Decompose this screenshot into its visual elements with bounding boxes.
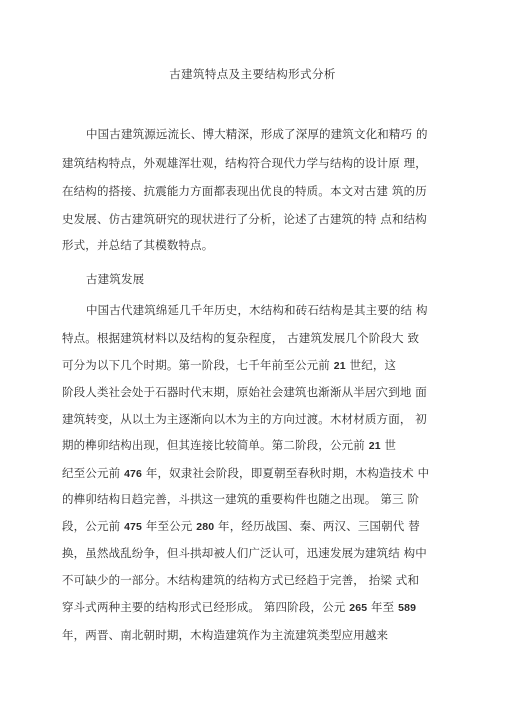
body-text: 建筑转变，从以土为主逐渐向以木为主的方向过渡。木材材质方面， 初 xyxy=(62,412,427,426)
body-line xyxy=(62,466,440,481)
body-line xyxy=(62,412,440,426)
body-line xyxy=(86,303,464,317)
body-text: 年，奴隶社会阶段，即夏朝至春秋时期，木构造技术 中 xyxy=(142,466,430,480)
body-text: 期的榫卯结构出现，但其连接比较简单。第二阶段，公元前 xyxy=(62,438,369,452)
body-line xyxy=(62,600,440,615)
body-line xyxy=(62,358,440,373)
body-line xyxy=(62,573,440,587)
year-number: 280 xyxy=(196,521,215,533)
body-text: 纪至公元前 xyxy=(62,466,125,480)
body-text: 中国古代建筑绵延几千年历史，木结构和砖石结构是其主要的结 构 xyxy=(86,303,428,317)
body-text: 穿斗式两种主要的结构形式已经形成。 第四阶段，公元 xyxy=(62,600,350,614)
body-text: 年，两晋、南北朝时期，木构造建筑作为主流建筑类型应用越来 xyxy=(62,628,389,642)
abstract-line: 中国古建筑源远流长、博大精深，形成了深厚的建筑文化和精巧 的 xyxy=(86,127,428,141)
document-title: 古建筑特点及主要结构形式分析 xyxy=(169,67,336,81)
body-text: 年，经历战国、秦、两汉、三国朝代 替 xyxy=(214,519,420,533)
body-line xyxy=(62,385,440,399)
body-line xyxy=(62,438,440,453)
abstract-line: 形式，并总结了其模数特点。 xyxy=(62,238,214,252)
body-text: 不可缺少的一部分。木结构建筑的结构方式已经趋于完善， 抬梁 式和 xyxy=(62,573,420,587)
year-number: 475 xyxy=(124,521,143,533)
body-text: 可分为以下几个时期。第一阶段，七千年前至公元前 xyxy=(62,358,334,372)
abstract-line: 建筑结构特点，外观雄浑壮观，结构符合现代力学与结构的设计原 理， xyxy=(62,156,427,170)
body-line xyxy=(62,519,440,534)
year-number: 21 xyxy=(333,360,346,372)
section-heading: 古建筑发展 xyxy=(86,272,145,286)
body-line xyxy=(62,331,440,345)
year-number: 476 xyxy=(124,468,143,480)
body-text: 世 xyxy=(380,438,397,452)
abstract-line: 史发展、仿古建筑研究的现状进行了分析，论述了古建筑的特 点和结构 xyxy=(62,212,427,226)
body-line xyxy=(62,492,440,506)
body-text: 的榫卯结构日趋完善，斗拱这一建筑的重要构件也随之出现。 第三 阶 xyxy=(62,492,420,506)
abstract-line: 在结构的搭接、抗震能力方面都表现出优良的特质。本文对古建 筑的历 xyxy=(62,184,427,198)
body-text: 阶段人类社会处于石器时代末期，原始社会建筑也渐渐从半居穴到地 面 xyxy=(62,385,427,399)
body-line xyxy=(62,628,440,642)
body-text: 年至公元 xyxy=(142,519,197,533)
body-text: 特点。根据建筑材料以及结构的复杂程度， 古建筑发展几个阶段大 致 xyxy=(62,331,420,345)
body-line xyxy=(62,546,440,560)
year-number: 265 xyxy=(349,602,368,614)
body-text: 段，公元前 xyxy=(62,519,125,533)
year-number: 589 xyxy=(398,602,417,614)
year-number: 21 xyxy=(368,440,381,452)
body-text: 换，虽然战乱纷争，但斗拱却被人们广泛认可，迅速发展为建筑结 构中 xyxy=(62,546,427,560)
body-text: 世纪，这 xyxy=(345,358,397,372)
body-text: 年至 xyxy=(367,600,399,614)
